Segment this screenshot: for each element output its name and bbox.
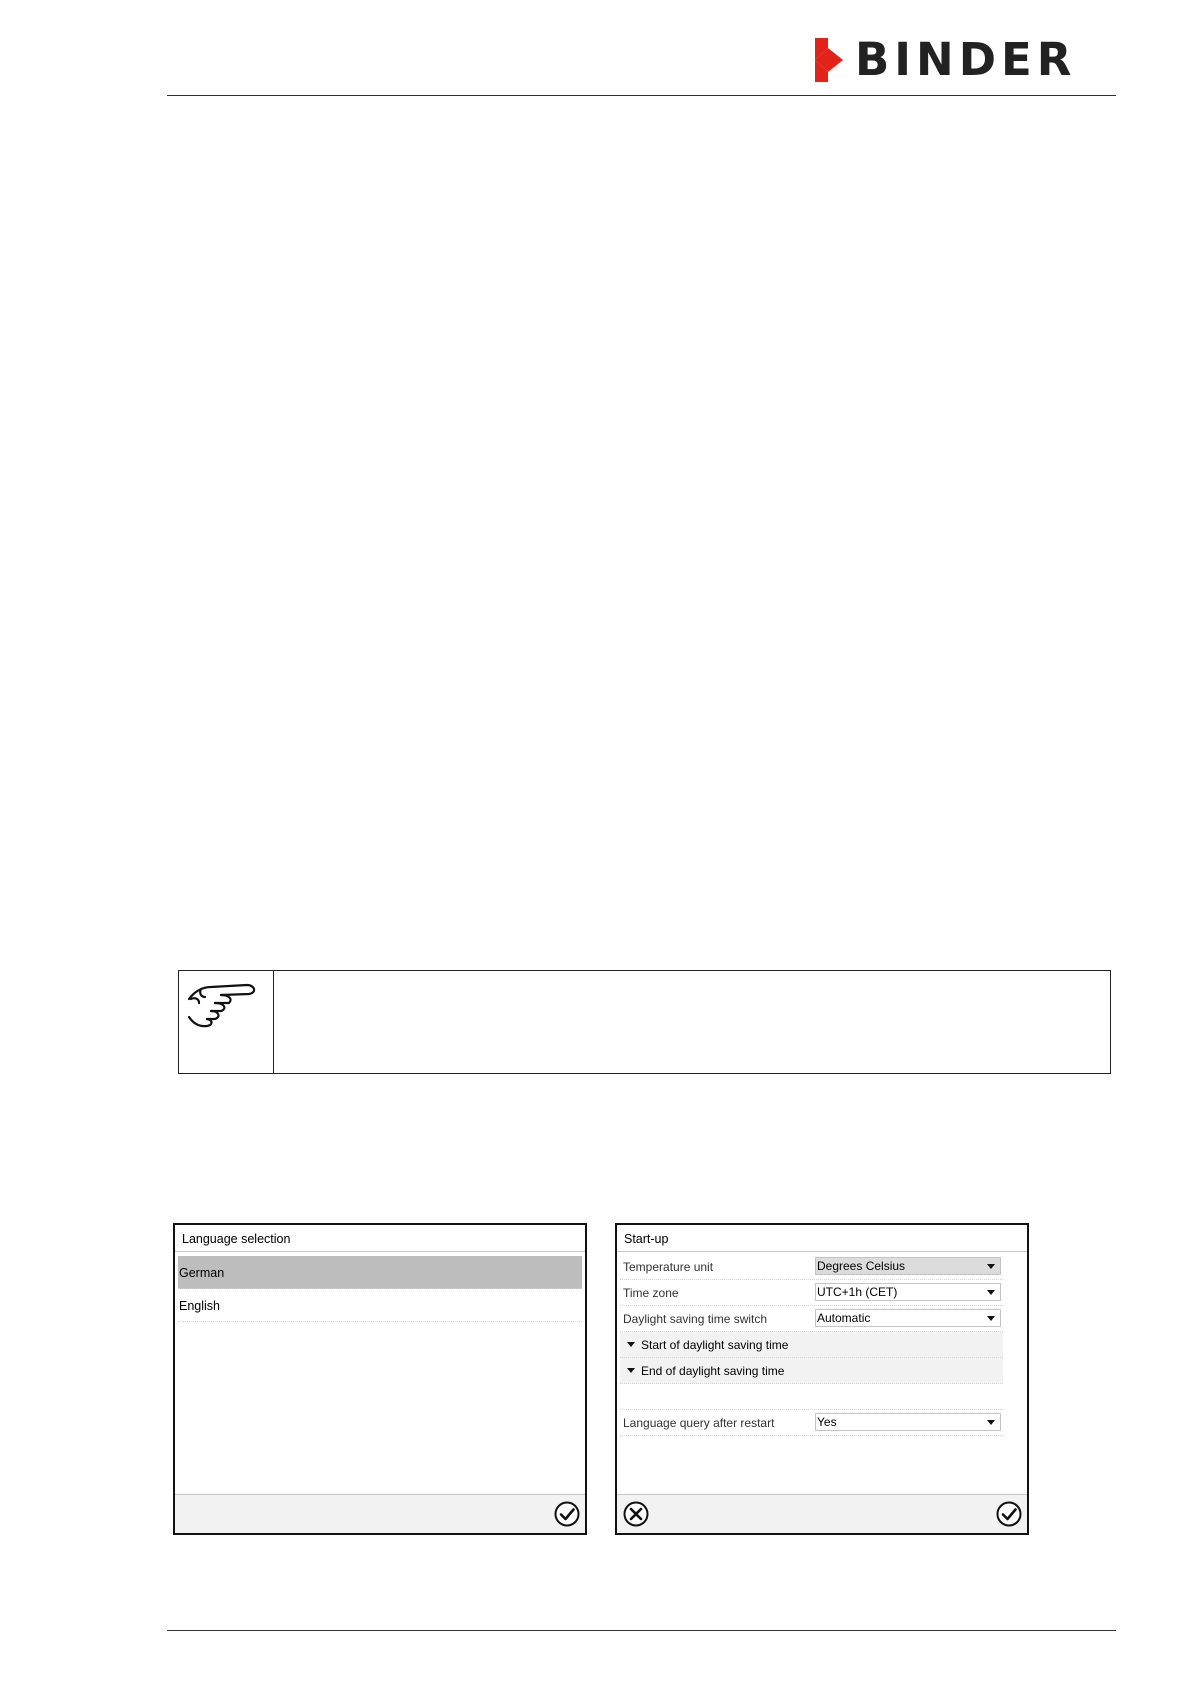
dst-end-label: End of daylight saving time (641, 1364, 785, 1378)
dst-end-group[interactable] (620, 1358, 1003, 1384)
screen-footer (617, 1494, 1027, 1533)
chevron-down-icon (987, 1420, 995, 1425)
language-option-german[interactable]: German (178, 1256, 582, 1289)
temperature-unit-value: Degrees Celsius (817, 1259, 906, 1273)
startup-screen (615, 1223, 1029, 1535)
binder-logo-mark (815, 38, 849, 82)
screen-title: Start-up (617, 1225, 1027, 1252)
language-query-select[interactable] (815, 1413, 1001, 1431)
temperature-unit-label: Temperature unit (623, 1260, 714, 1274)
dst-switch-select[interactable] (815, 1309, 1001, 1327)
language-list (178, 1256, 582, 1322)
chevron-down-icon (987, 1290, 995, 1295)
language-query-row (620, 1410, 1003, 1436)
screen-title: Language selection (175, 1225, 585, 1252)
brand-name: BINDER (855, 33, 1077, 86)
cancel-circle-icon[interactable] (623, 1501, 649, 1527)
time-zone-label: Time zone (623, 1286, 679, 1300)
dst-switch-value: Automatic (817, 1311, 871, 1325)
language-query-label: Language query after restart (623, 1416, 775, 1430)
screen-footer (175, 1494, 585, 1533)
expand-arrow-icon (627, 1368, 635, 1373)
dst-start-group[interactable] (620, 1332, 1003, 1358)
binder-logo (815, 33, 1115, 86)
language-query-value: Yes (817, 1415, 837, 1429)
time-zone-value: UTC+1h (CET) (817, 1285, 898, 1299)
check-circle-icon[interactable] (996, 1501, 1022, 1527)
language-selection-screen (173, 1223, 587, 1535)
time-zone-row (620, 1280, 1003, 1306)
header-divider (167, 95, 1116, 96)
time-zone-select[interactable] (815, 1283, 1001, 1301)
note-box (178, 970, 1111, 1074)
temperature-unit-row (620, 1254, 1003, 1280)
dst-switch-label: Daylight saving time switch (623, 1312, 768, 1326)
footer-divider (167, 1630, 1116, 1631)
temperature-unit-select[interactable] (815, 1257, 1001, 1275)
pointing-hand-icon (185, 977, 265, 1033)
settings-list (620, 1254, 1003, 1436)
dst-start-label: Start of daylight saving time (641, 1338, 789, 1352)
chevron-down-icon (987, 1316, 995, 1321)
spacer-row (620, 1384, 1003, 1410)
expand-arrow-icon (627, 1342, 635, 1347)
language-option-english[interactable]: English (178, 1289, 582, 1322)
note-icon-cell (179, 971, 274, 1073)
chevron-down-icon (987, 1264, 995, 1269)
dst-switch-row (620, 1306, 1003, 1332)
check-circle-icon[interactable] (554, 1501, 580, 1527)
